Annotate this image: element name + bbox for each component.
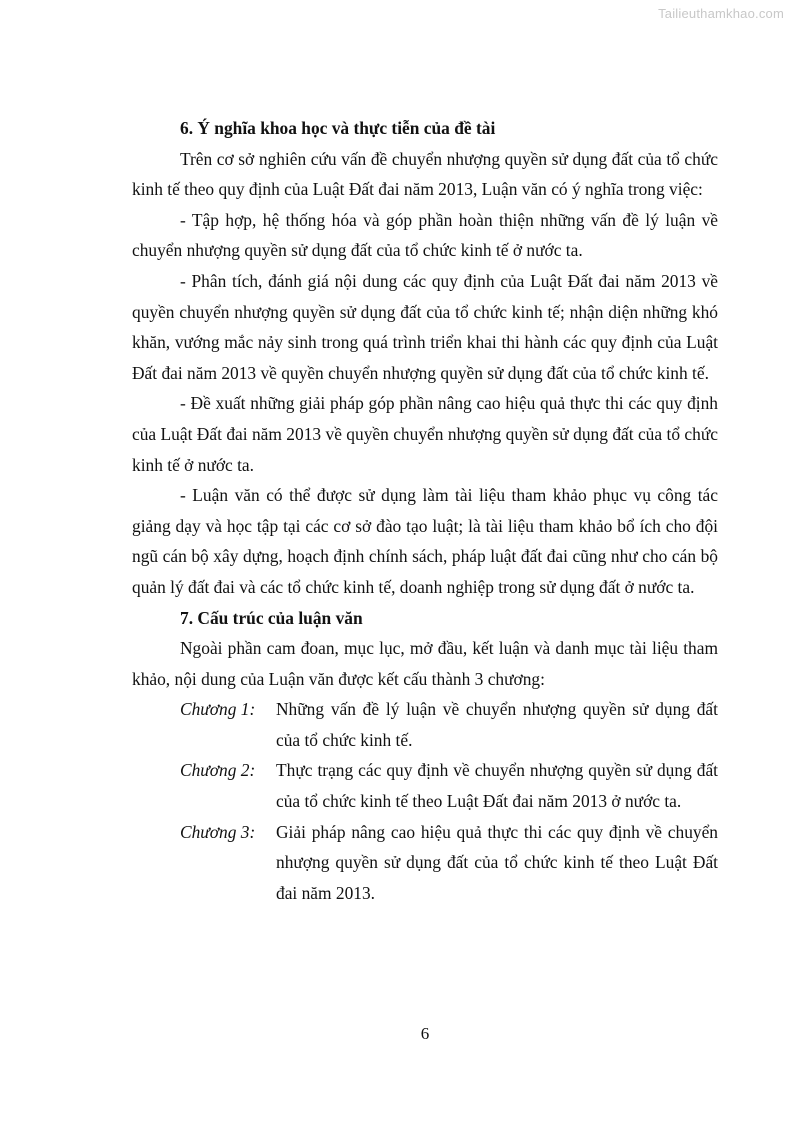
chapter-label: Chương 3: [180,821,256,842]
chapter-text: Thực trạng các quy định về chuyển nhượng quyền sử dụng đất của tổ chức kinh tế theo Luật Đất đai năm 2013 ở nước ta. [276,760,718,812]
chapter-item [132,694,718,755]
section-6-heading: 6. Ý nghĩa khoa học và thực tiễn của đề tài [180,118,496,138]
paragraph: - Phân tích, đánh giá nội dung các quy định của Luật Đất đai năm 2013 về quyền chuyển nhượng quyền sử dụng đất của tổ chức kinh tế; nhận diện những khó khăn, vướng mắc nảy sinh trong quá trình triển khai thi hành các quy định của Luật Đất đai năm 2013 về quyền chuyển nhượng quyền sử dụng đất của tổ chức kinh tế. [132,270,718,383]
chapter-label: Chương 2: [180,760,256,781]
document-page [132,113,718,908]
chapter-item [132,755,718,816]
chapter-text: Những vấn đề lý luận về chuyển nhượng quyền sử dụng đất của tổ chức kinh tế. [276,699,718,750]
chapter-item [132,817,718,909]
watermark: Tailieuthamkhao.com [658,6,784,21]
section-7-heading: 7. Cấu trúc của luận văn [180,607,363,628]
paragraph: - Đề xuất những giải pháp góp phần nâng cao hiệu quả thực thi các quy định của Luật Đất đai năm 2013 về quyền chuyển nhượng quyền sử dụng đất của tổ chức kinh tế ở nước ta. [132,393,718,475]
paragraph: - Tập hợp, hệ thống hóa và góp phần hoàn thiện những vấn đề lý luận về chuyển nhượng quyền sử dụng đất của tổ chức kinh tế ở nước ta. [132,209,718,261]
chapter-label: Chương 1: [180,699,256,720]
paragraph: - Luận văn có thể được sử dụng làm tài liệu tham khảo phục vụ công tác giảng dạy và học tập tại các cơ sở đào tạo luật; là tài liệu tham khảo bổ ích cho đội ngũ cán bộ xây dựng, hoạch định chính sách, pháp luật đất đai cũng như cho cán bộ quản lý đất đai và các tổ chức kinh tế, doanh nghiệp trong sử dụng đất ở nước ta. [132,485,718,597]
page-number: 6 [420,1024,430,1043]
paragraph: Ngoài phần cam đoan, mục lục, mở đầu, kết luận và danh mục tài liệu tham khảo, nội dung của Luận văn được kết cấu thành 3 chương: [132,638,718,689]
paragraph: Trên cơ sở nghiên cứu vấn đề chuyển nhượng quyền sử dụng đất của tổ chức kinh tế theo quy định của Luật Đất đai năm 2013, Luận văn có ý nghĩa trong việc: [132,148,718,200]
chapter-text: Giải pháp nâng cao hiệu quả thực thi các quy định về chuyển nhượng quyền sử dụng đất của tổ chức kinh tế theo Luật Đất đai năm 2013. [276,821,718,903]
